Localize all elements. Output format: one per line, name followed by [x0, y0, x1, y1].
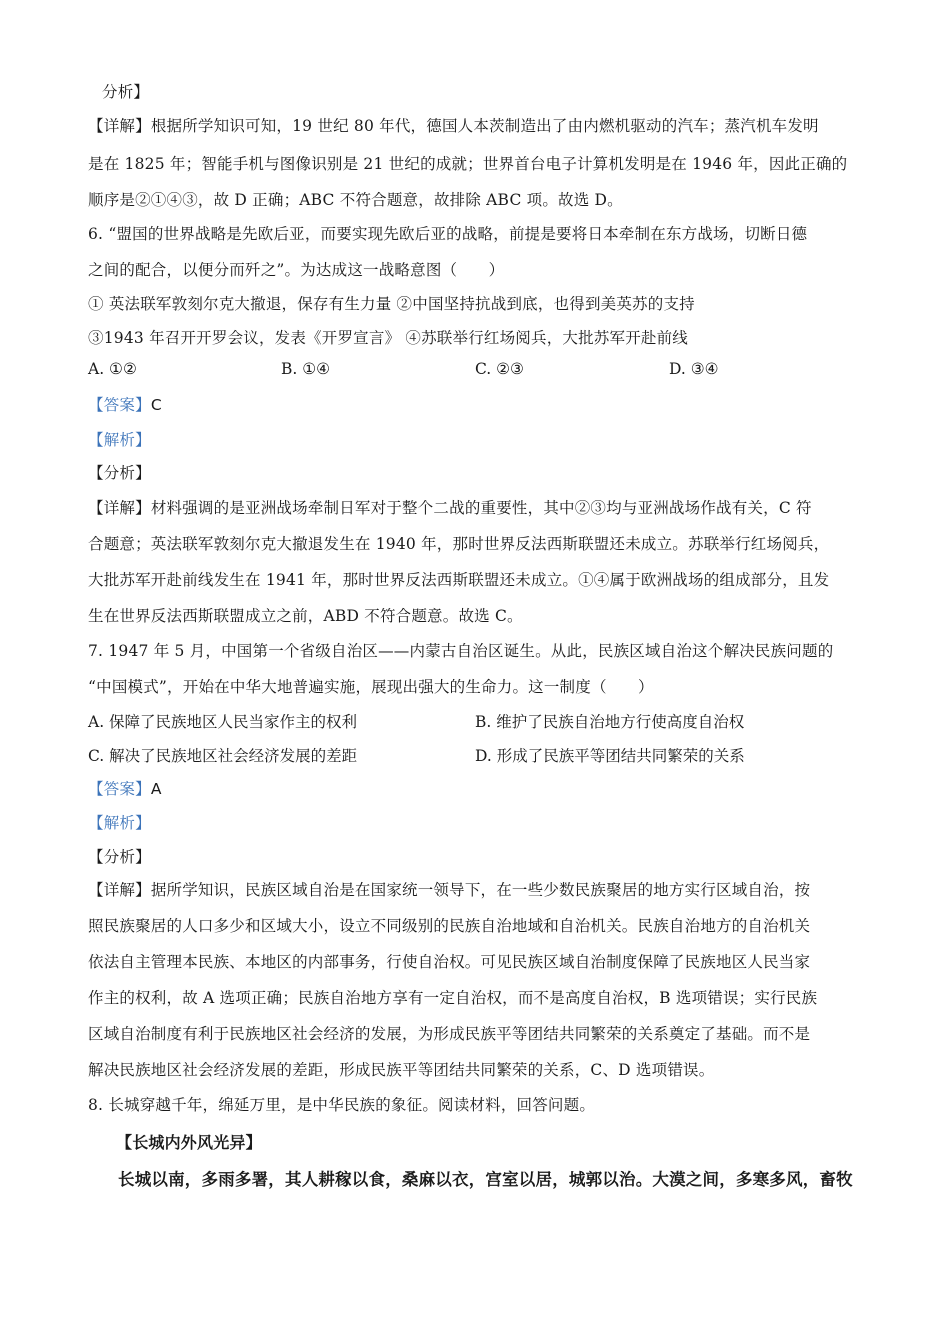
q7-stem-line-1: 7. 1947 年 5 月，中国第一个省级自治区——内蒙古自治区诞生。从此，民族区域自治这个解决民族问题的 [88, 642, 834, 660]
q6-option-c: C. ②③ [475, 360, 524, 378]
q6-option-a: A. ①② [88, 360, 137, 378]
q7-option-b: B. 维护了民族自治地方行使高度自治权 [475, 713, 745, 731]
q6-answer-value: C [150, 396, 162, 414]
q8-material-title: 【长城内外风光异】 [116, 1133, 262, 1152]
q6-answer [88, 393, 162, 415]
q7-fenxi-label: 【分析】 [88, 848, 151, 866]
q7-option-a: A. 保障了民族地区人民当家作主的权利 [88, 713, 358, 731]
q6-option-d: D. ③④ [669, 360, 719, 378]
q7-answer-value: A [150, 780, 162, 798]
q6-option-b: B. ①④ [281, 360, 331, 378]
q6-fenxi-label: 【分析】 [88, 464, 151, 482]
q7-detail-line-2: 照民族聚居的人口多少和区域大小，设立不同级别的民族自治地域和自治机关。民族自治地方的自治机关 [88, 917, 811, 935]
q7-detail-line-4: 作主的权利，故 A 选项正确；民族自治地方享有一定自治权，而不是高度自治权，B 选项错误；实行民族 [88, 989, 818, 1007]
q6-jiexi-label: 【解析】 [88, 431, 151, 449]
q7-detail-label: 【详解】 [88, 881, 151, 899]
q7-option-d: D. 形成了民族平等团结共同繁荣的关系 [475, 747, 745, 765]
q8-material-line: 长城以南，多雨多署，其人耕稼以食，桑麻以衣，宫室以居，城郭以治。大漠之间，多寒多风，畜牧 [118, 1170, 853, 1189]
q6-detail-line-2: 合题意；英法联军敦刻尔克大撤退发生在 1940 年，那时世界反法西斯联盟还未成立。苏联举行红场阅兵， [88, 535, 830, 553]
q6-detail-line-3: 大批苏军开赴前线发生在 1941 年，那时世界反法西斯联盟还未成立。①④属于欧洲战场的组成部分，且发 [88, 571, 830, 589]
q5-detail-line-2: 是在 1825 年；智能手机与图像识别是 21 世纪的成就；世界首台电子计算机发明是在 1946 年，因此正确的 [88, 155, 848, 173]
q5-detail-line-3: 顺序是②①④③，故 D 正确；ABC 不符合题意，故排除 ABC 项。故选 D。 [88, 191, 623, 209]
q6-item-line-2: ③1943 年召开开罗会议，发表《开罗宣言》 ④苏联举行红场阅兵，大批苏军开赴前线 [88, 329, 689, 347]
q6-stem-line-2: 之间的配合，以便分而歼之”。为达成这一战略意图（ ） [88, 261, 505, 279]
q7-detail-line-1: 【详解】据所学知识，民族区域自治是在国家统一领导下，在一些少数民族聚居的地方实行区域自治，按 [88, 881, 811, 899]
q5-detail-line-1: 【详解】根据所学知识可知，19 世纪 80 年代，德国人本茨制造出了由内燃机驱动的汽车；蒸汽机车发明 [88, 117, 819, 135]
q7-option-c: C. 解决了民族地区社会经济发展的差距 [88, 747, 358, 765]
q5-analysis-tail: 分析】 [102, 83, 150, 101]
q6-detail-label: 【详解】 [88, 499, 151, 517]
q8-stem: 8. 长城穿越千年，绵延万里，是中华民族的象征。阅读材料，回答问题。 [88, 1096, 596, 1114]
q6-detail-line-4: 生在世界反法西斯联盟成立之前，ABD 不符合题意。故选 C。 [88, 607, 523, 625]
q6-item-line-1: ① 英法联军敦刻尔克大撤退，保存有生力量 ②中国坚持抗战到底，也得到美英苏的支持 [88, 295, 695, 313]
q5-detail-label: 【详解】 [88, 117, 151, 135]
q7-detail-line-6: 解决民族地区社会经济发展的差距，形成民族平等团结共同繁荣的关系，C、D 选项错误。 [88, 1061, 715, 1079]
q7-stem-line-2: “中国模式”，开始在中华大地普遍实施，展现出强大的生命力。这一制度（ ） [88, 678, 654, 696]
q7-jiexi-label: 【解析】 [88, 814, 151, 832]
q7-answer [88, 777, 162, 799]
q7-detail-line-3: 依法自主管理本民族、本地区的内部事务，行使自治权。可见民族区域自治制度保障了民族地区人民当家 [88, 953, 811, 971]
q7-answer-label: 【答案】 [88, 780, 151, 798]
q6-detail-line-1: 【详解】材料强调的是亚洲战场牵制日军对于整个二战的重要性，其中②③均与亚洲战场作战有关，C 符 [88, 499, 812, 517]
q6-stem-line-1: 6. “盟国的世界战略是先欧后亚，而要实现先欧后亚的战略，前提是要将日本牵制在东方战场，切断日德 [88, 225, 808, 243]
q7-detail-line-5: 区域自治制度有利于民族地区社会经济的发展，为形成民族平等团结共同繁荣的关系奠定了基础。而不是 [88, 1025, 811, 1043]
q6-answer-label: 【答案】 [88, 396, 151, 414]
